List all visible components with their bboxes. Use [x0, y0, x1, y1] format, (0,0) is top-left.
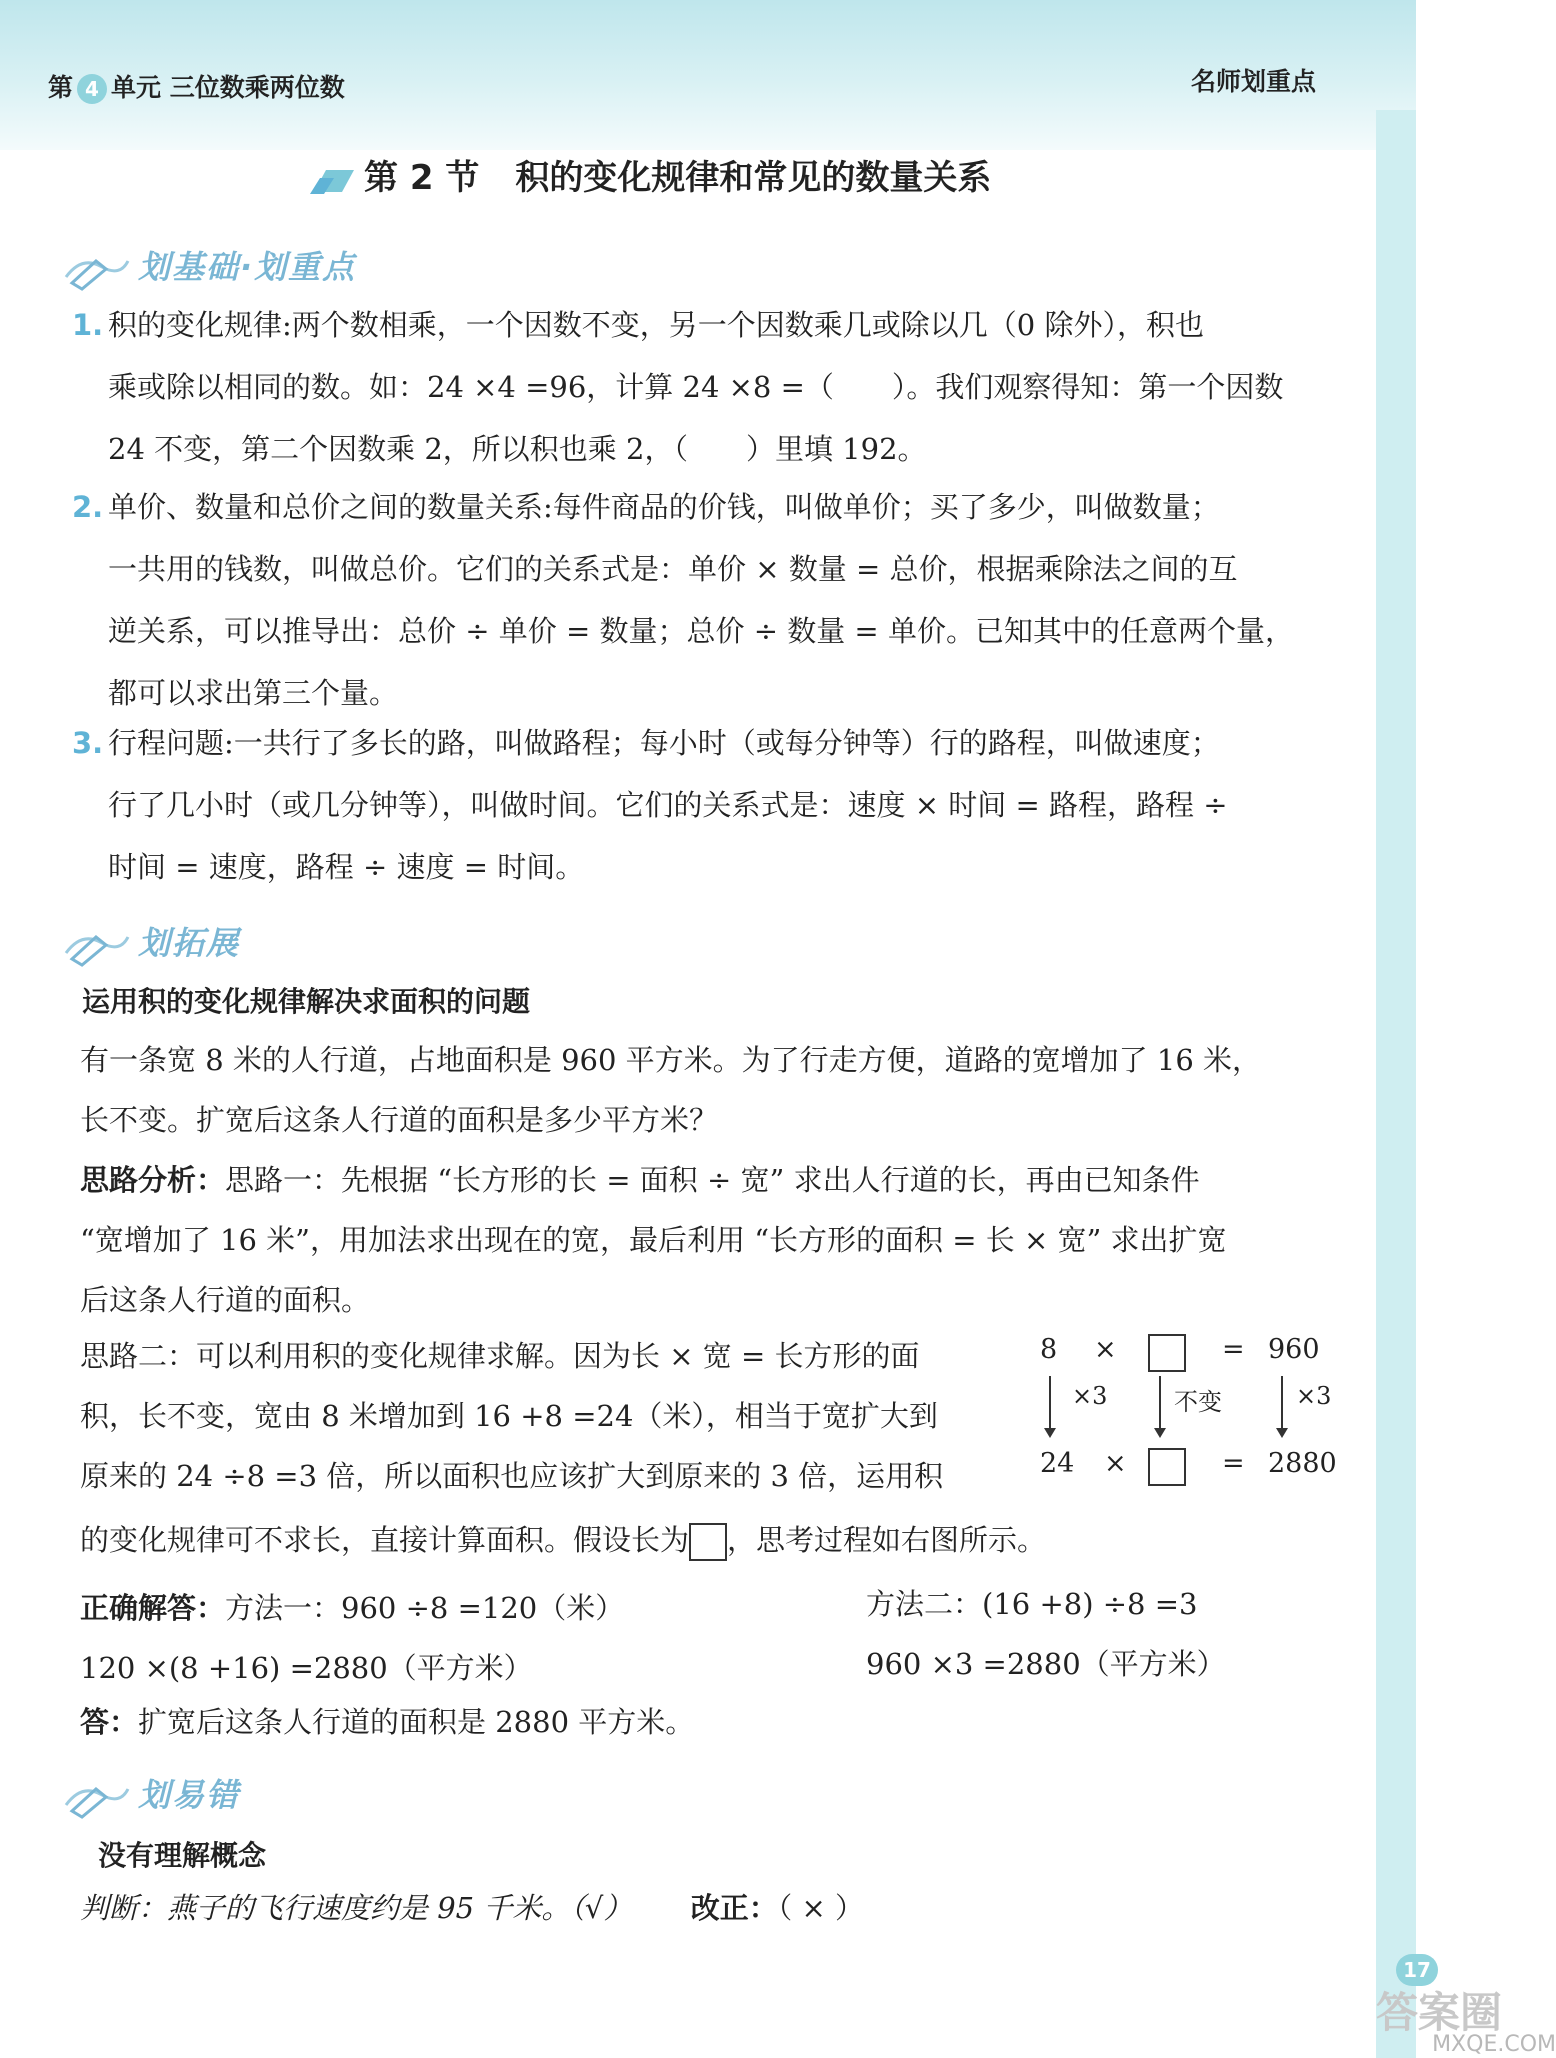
idea-2: [80, 1326, 1047, 1570]
idea2-line-3: 原来的 24 ÷8 =3 倍，所以面积也应该扩大到原来的 3 倍，运用积: [80, 1459, 944, 1493]
diagram-r1-eq: =: [1222, 1334, 1245, 1365]
method2-line-2: 960 ×3 =2880（平方米）: [866, 1647, 1226, 1681]
problem-line-1: 有一条宽 8 米的人行道，占地面积是 960 平方米。为了行走方便，道路的宽增加了 16 米，: [80, 1043, 1262, 1077]
method1-line-1: 960 ÷8 =120（米）: [341, 1591, 625, 1625]
problem-line-2: 长不变。扩宽后这条人行道的面积是多少平方米？: [80, 1103, 719, 1137]
point-3-line-2: 行了几小时（或几分钟等），叫做时间。它们的关系式是：速度 × 时间 = 路程，路程 ÷: [108, 788, 1228, 822]
final-label: 答：: [80, 1705, 139, 1739]
page-number: 17: [1396, 1954, 1438, 1986]
watermark-url: MXQE.COM: [1432, 2032, 1556, 2057]
point-2-line-2: 一共用的钱数，叫做总价。它们的关系式是：单价 × 数量 = 总价，根据乘除法之间的互: [108, 552, 1238, 586]
banner-mistakes-text: 划易错: [138, 1776, 241, 1814]
judge-text: 判断：燕子的飞行速度约是 95 千米。（√）: [80, 1891, 633, 1925]
point-3-line-1: 行程问题:一共行了多长的路，叫做路程；每小时（或每分钟等）行的路程，叫做速度；: [108, 726, 1220, 760]
method2-label: 方法二：: [866, 1587, 983, 1621]
section-name: 积的变化规律和常见的数量关系: [515, 158, 992, 198]
diagram-r2-a: 24: [1040, 1448, 1075, 1479]
banner-mistakes: [62, 1770, 240, 1819]
point-2: [72, 476, 1336, 724]
diagram-r2-box: [1148, 1448, 1186, 1486]
point-1-number: 1.: [72, 308, 104, 342]
method-1: [80, 1578, 780, 1698]
method-2: [866, 1574, 1306, 1694]
diagram-r2-result: 2880: [1268, 1448, 1337, 1479]
unit-suffix: 单元: [111, 73, 162, 102]
section-title: [310, 150, 991, 199]
pencil-icon: [62, 247, 132, 291]
banner-extend: [62, 918, 240, 967]
point-3-line-3: 时间 = 速度，路程 ÷ 速度 = 时间。: [108, 850, 585, 884]
point-3-number: 3.: [72, 726, 104, 760]
diagram-r1-a: 8: [1040, 1334, 1058, 1365]
section-number: 第 2 节: [364, 158, 480, 198]
blank-box: [689, 1523, 727, 1561]
thinking-diagram: [1030, 1326, 1350, 1486]
analysis-line-3: 后这条人行道的面积。: [80, 1283, 371, 1317]
unit-prefix: 第: [48, 73, 74, 102]
idea2-line-1: 思路二：可以利用积的变化规律求解。因为长 × 宽 = 长方形的面: [80, 1339, 920, 1373]
point-1: [72, 294, 1336, 480]
pencil-icon: [62, 923, 132, 967]
extend-subheading: 运用积的变化规律解决求面积的问题: [82, 985, 531, 1018]
analysis-label: 思路分析：: [80, 1163, 226, 1197]
diagram-r2-eq: =: [1222, 1448, 1245, 1479]
banner-extend-text: 划拓展: [138, 924, 241, 962]
idea2-line-4b: ，思考过程如右图所示。: [727, 1523, 1047, 1557]
idea2-line-4a: 的变化规律可不求长，直接计算面积。假设长为: [80, 1523, 690, 1557]
unit-number: 4: [77, 74, 107, 104]
point-2-number: 2.: [72, 490, 104, 524]
arrow-label-3: ×3: [1296, 1382, 1332, 1410]
diagram-r1-times: ×: [1094, 1334, 1117, 1365]
extend-problem: [80, 1030, 1338, 1150]
correct-label: 改正：: [690, 1891, 778, 1925]
diagram-r1-result: 960: [1268, 1334, 1320, 1365]
final-text: 扩宽后这条人行道的面积是 2880 平方米。: [138, 1705, 695, 1739]
point-3: [72, 712, 1336, 898]
banner-basics: [62, 242, 356, 291]
final-answer: [80, 1692, 1338, 1752]
section-icon: [310, 166, 356, 194]
unit-name: 三位数乘两位数: [169, 73, 345, 102]
banner-basics-text: 划基础·划重点: [138, 248, 357, 286]
pencil-icon: [62, 1775, 132, 1819]
brand-label: 名师划重点: [1190, 67, 1316, 96]
point-2-line-1: 单价、数量和总价之间的数量关系:每件商品的价钱，叫做单价；买了多少，叫做数量；: [108, 490, 1220, 524]
analysis-line-2: “宽增加了 16 米”，用加法求出现在的宽，最后利用 “长方形的面积 = 长 × 宽” 求出扩宽: [80, 1223, 1227, 1257]
arrow-label-2: 不变: [1174, 1388, 1222, 1416]
point-1-line-2: 乘或除以相同的数。如：24 ×4 =96，计算 24 ×8 =（ ）。我们观察得知：第一个因数: [108, 370, 1284, 404]
extend-analysis: [80, 1150, 1338, 1330]
point-2-line-4: 都可以求出第三个量。: [108, 676, 399, 710]
watermark-text: 答案圈: [1376, 1988, 1503, 2037]
point-1-line-1: 积的变化规律:两个数相乘，一个因数不变，另一个因数乘几或除以几（0 除外），积也: [108, 308, 1204, 342]
point-2-line-3: 逆关系，可以推导出：总价 ÷ 单价 = 数量；总价 ÷ 数量 = 单价。已知其中的任意两个量，: [108, 614, 1294, 648]
side-bar: [1376, 110, 1416, 2058]
mistakes-subheading: 没有理解概念: [98, 1839, 267, 1872]
method1-label: 方法一：: [225, 1591, 342, 1625]
analysis-line-1: 思路一：先根据 “长方形的长 = 面积 ÷ 宽” 求出人行道的长，再由已知条件: [225, 1163, 1200, 1197]
mistakes-judge: [80, 1878, 1338, 1938]
diagram-r2-times: ×: [1104, 1448, 1127, 1479]
point-1-line-3: 24 不变，第二个因数乘 2，所以积也乘 2，（ ）里填 192。: [108, 432, 927, 466]
idea2-line-2: 积，长不变，宽由 8 米增加到 16 +8 =24（米），相当于宽扩大到: [80, 1399, 938, 1433]
correct-value: （ × ）: [777, 1891, 865, 1925]
diagram-r1-box: [1148, 1334, 1186, 1372]
unit-title: [48, 68, 345, 104]
answer-label: 正确解答：: [80, 1591, 226, 1625]
arrow-label-1: ×3: [1072, 1382, 1108, 1410]
method2-line-1: (16 +8) ÷8 =3: [982, 1587, 1198, 1621]
method1-line-2: 120 ×(8 +16) =2880（平方米）: [80, 1651, 533, 1685]
